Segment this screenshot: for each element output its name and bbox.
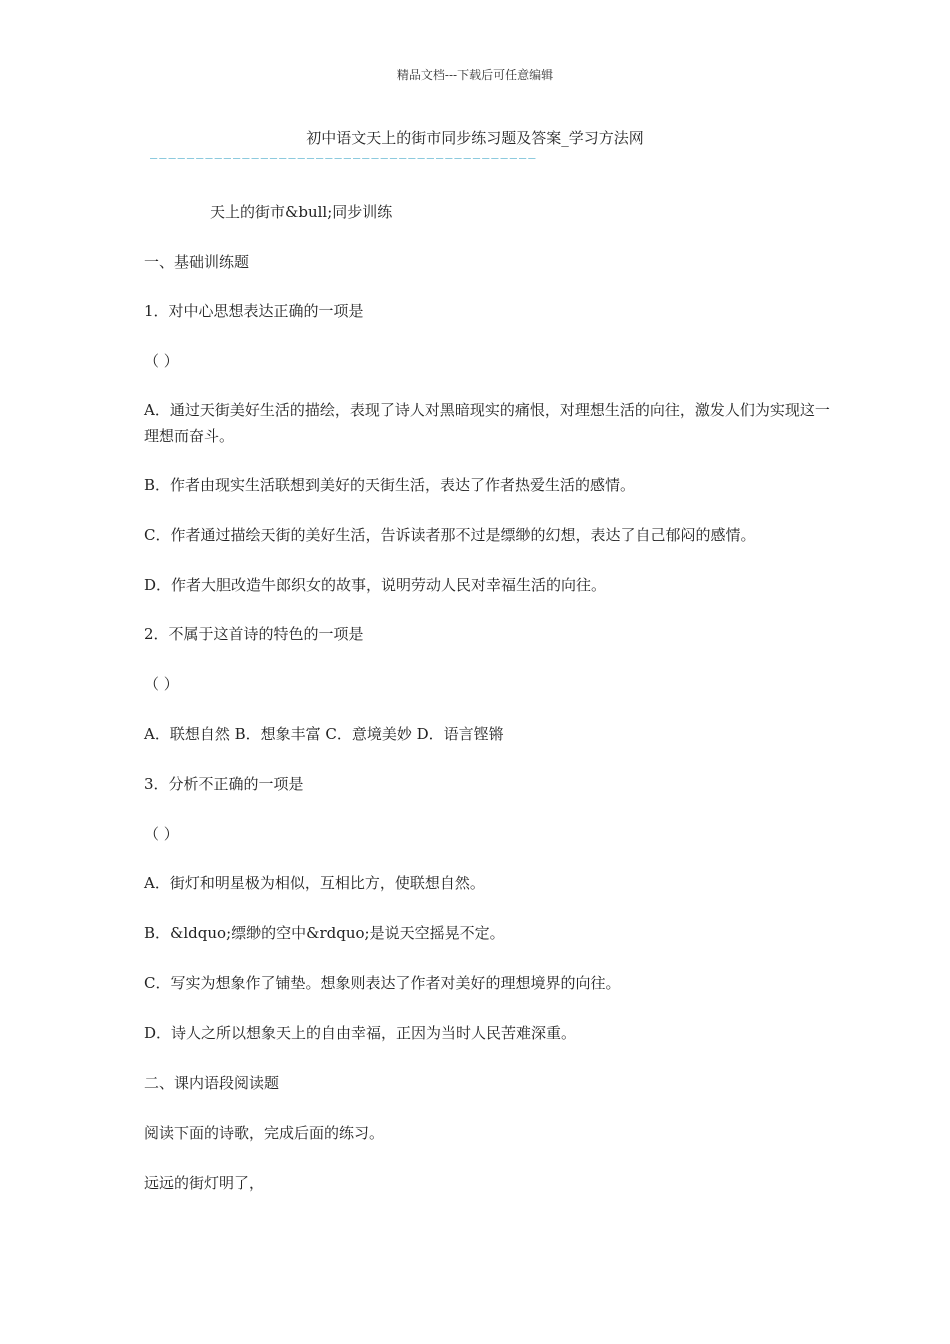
question-1-option-d: D．作者大胆改造牛郎织女的故事，说明劳动人民对幸福生活的向往。 [144,576,607,594]
question-3-option-a: A．街灯和明星极为相似，互相比方，使联想自然。 [144,874,485,892]
title-divider: —————————————————————————————————————————— [150,151,538,165]
question-3-option-d: D．诗人之所以想象天上的自由幸福，正因为当时人民苦难深重。 [144,1024,577,1042]
question-3-option-b: B．&ldquo;缥缈的空中&rdquo;是说天空摇晃不定。 [144,924,505,942]
document-title: 初中语文天上的街市同步练习题及答案_学习方法网 [306,129,644,147]
question-1: 1．对中心思想表达正确的一项是 [144,302,364,320]
question-1-option-c: C．作者通过描绘天街的美好生活，告诉读者那不过是缥缈的幻想，表达了自己郁闷的感情。 [144,526,756,544]
question-2: 2．不属于这首诗的特色的一项是 [144,625,364,643]
question-3-option-c: C．写实为想象作了铺垫。想象则表达了作者对美好的理想境界的向往。 [144,974,621,992]
question-1-option-a: A．通过天街美好生活的描绘，表现了诗人对黑暗现实的痛恨，对理想生活的向往，激发人们为实现这一理想而奋斗。 [144,401,830,445]
question-1-option-b: B．作者由现实生活联想到美好的天街生活，表达了作者热爱生活的感情。 [144,476,636,494]
question-3: 3．分析不正确的一项是 [144,775,304,793]
reading-instruction: 阅读下面的诗歌，完成后面的练习。 [144,1124,385,1142]
poem-line: 远远的街灯明了， [144,1174,265,1192]
exercise-subtitle: 天上的街市&bull;同步训练 [210,203,393,221]
question-1-answer-blank: （ ） [144,352,179,370]
question-2-answer-blank: （ ） [144,675,179,693]
question-2-options: A．联想自然 B．想象丰富 C．意境美妙 D．语言铿锵 [144,725,504,743]
section-heading-basic: 一、基础训练题 [144,253,250,271]
question-3-answer-blank: （ ） [144,825,179,843]
section-heading-reading: 二、课内语段阅读题 [144,1074,280,1092]
header-note: 精品文档---下载后可任意编辑 [396,68,554,82]
